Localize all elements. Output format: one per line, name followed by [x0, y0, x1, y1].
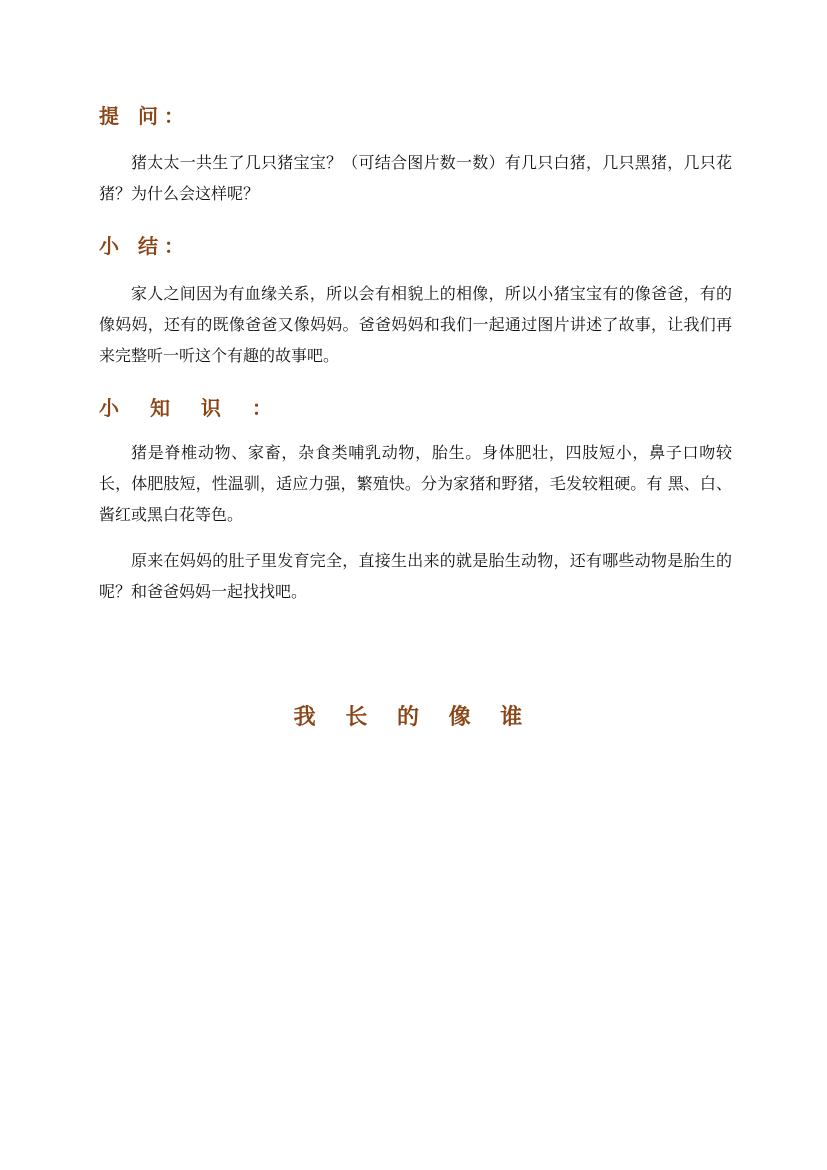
knowledge-paragraph-2: 原来在妈妈的肚子里发育完全，直接生出来的就是胎生动物，还有哪些动物是胎生的呢？和爸爸妈妈一起找找吧。	[99, 551, 732, 601]
summary-heading: 小 结：	[99, 234, 190, 258]
summary-paragraph: 家人之间因为有血缘关系，所以会有相貌上的相像，所以小猪宝宝有的像爸爸，有的像妈妈，还有的既像爸爸又像妈妈。爸爸妈妈和我们一起通过图片讲述了故事，让我们再来完整听一听这个有趣的故事吧。	[99, 284, 732, 365]
knowledge-heading: 小 知 识 ：	[99, 396, 284, 420]
story-title: 我 长 的 像 谁	[293, 705, 534, 730]
knowledge-paragraph-1: 猪是脊椎动物、家畜，杂食类哺乳动物，胎生。身体肥壮，四肢短小，鼻子口吻较长，体肥肢短，性温驯，适应力强，繁殖快。分为家猪和野猪，毛发较粗硬。有 黑、白、酱红或黑白花等色。	[99, 443, 732, 524]
question-paragraph: 猪太太一共生了几只猪宝宝？（可结合图片数一数）有几只白猪，几只黑猪，几只花猪？为什么会这样呢？	[99, 153, 732, 203]
question-heading: 提 问：	[99, 104, 190, 128]
